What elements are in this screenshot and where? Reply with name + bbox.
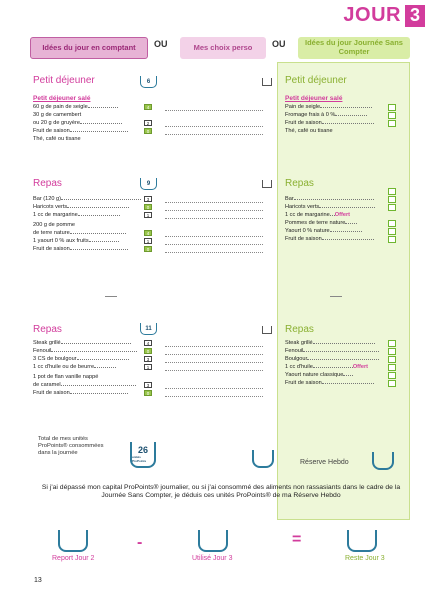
green-checkbox[interactable] [388,228,396,235]
reste-counter[interactable] [347,530,377,552]
section-title-repas: Repas [33,178,62,189]
list-item: Bar (120 g) [33,196,141,204]
list-item: Fenouil [33,348,137,356]
total-points-counter [130,442,156,468]
list-item: Haricots verts [285,204,375,212]
list-item: Fruit de saison [285,380,374,388]
checkbox[interactable] [262,78,272,86]
list-item: Fromage frais à 0 % [285,112,367,120]
tab-idees-comptant[interactable]: Idées du jour en comptant [30,37,148,59]
equals-sign: = [292,531,302,548]
green-checkbox[interactable] [388,196,396,203]
green-checkbox[interactable] [388,204,396,211]
menu-list [33,340,153,410]
report-label: Report Jour 2 [52,555,95,562]
offert-label: Offert [334,212,351,218]
green-sub-title: Petit déjeuner salé [285,95,343,102]
green-checkbox[interactable] [388,112,396,119]
list-item: 60 g de pain de seigle [33,104,118,112]
tab-mes-choix[interactable]: Mes choix perso [180,37,266,59]
list-item: Yaourt 0 % nature [285,228,362,236]
section-title-petit-dejeuner: Petit déjeuner [33,75,95,86]
list-item: Thé, café ou tisane [33,136,81,142]
total-value: 26 [137,445,148,455]
counter-value: 6 [146,78,151,85]
list-item: Haricots verts [33,204,129,212]
list-item: Steak grillé [285,340,375,348]
points-pill: 3 [144,356,152,362]
ou-label: OU [154,39,168,49]
list-item: Fruit de saison [33,390,128,398]
total-sub: unités ProPoints [132,455,147,463]
list-item: 1 cc de margarine [33,212,120,220]
green-menu-list [285,196,388,256]
list-item: Yaourt nature classique [285,372,353,380]
section-title-repas: Repas [33,324,62,335]
list-item: de terre nature [33,230,126,238]
reste-label: Reste Jour 3 [345,555,385,562]
counter-value: 9 [146,180,151,187]
points-pill: 1 [144,364,152,370]
points-pill: 2 [144,120,152,126]
list-item: Fruit de saison [285,236,374,244]
list-item: ou 20 g de gruyère [33,120,122,128]
tab-sans-compter[interactable]: Idées du jour Journée Sans Compter [298,37,410,59]
green-checkbox[interactable] [388,348,396,355]
list-item: Fruit de saison [33,128,128,136]
points-pill: 4 [144,230,152,236]
day-header [343,4,425,27]
points-pill: 1 [144,238,152,244]
list-item: Fruit de saison [285,120,374,128]
green-menu-list [285,340,388,400]
points-counter [140,76,157,88]
counter-value: 11 [145,325,152,332]
ou-label: OU [272,39,286,49]
utilise-label: Utilisé Jour 3 [192,555,233,562]
list-item: 3 CS de boulgour [33,356,129,364]
points-pill: 0 [144,204,152,210]
reserve-counter[interactable] [372,452,394,470]
list-item: Steak grillé [33,340,131,348]
green-checkbox[interactable] [388,364,396,371]
green-menu-list [285,104,385,144]
list-item: Fruit de saison [33,246,128,254]
reserve-label: Réserve Hebdo [300,459,349,466]
points-counter [140,178,157,190]
utilise-counter[interactable] [198,530,228,552]
menu-list [33,104,153,154]
list-item: 1 cc de margarine Offert [285,212,351,218]
green-checkbox[interactable] [388,120,396,127]
green-section-title: Repas [285,324,314,335]
list-item: 1 yaourt 0 % aux fruits [33,238,119,246]
list-item: Bar [285,196,374,204]
green-checkbox[interactable] [388,356,396,363]
green-checkbox[interactable] [388,104,396,111]
green-checkbox[interactable] [388,188,396,195]
points-pill: 3 [144,196,152,202]
green-section-title: Repas [285,178,314,189]
list-item: 1 pot de flan vanille nappé [33,374,99,380]
green-checkbox[interactable] [388,236,396,243]
list-item: 30 g de camembert [33,112,82,118]
points-pill: 4 [144,340,152,346]
list-item: de caramel [33,382,136,390]
page-number: 13 [34,577,42,584]
green-checkbox[interactable] [388,340,396,347]
points-pill: 0 [144,390,152,396]
points-pill: 3 [144,382,152,388]
day-label: JOUR [343,4,401,26]
points-pill: 0 [144,348,152,354]
checkbox[interactable] [262,180,272,188]
offert-label: Offert [352,364,369,370]
column-tabs [30,37,410,59]
checkbox[interactable] [262,326,272,334]
points-pill: 1 [144,212,152,218]
sub-title: Petit déjeuner salé [33,95,91,102]
info-text: Si j'ai dépassé mon capital ProPoints® journalier, ou si j'ai consommé des aliments non rassasiants dans le cadre de la Journée Sans Compter, je déduis ces unités ProPoints® de ma Réserve Hebdo [41,484,401,500]
list-item: 200 g de pomme [33,222,75,228]
points-counter [140,323,157,335]
green-checkbox[interactable] [388,220,396,227]
green-checkbox[interactable] [388,380,396,387]
green-section-title: Petit déjeuner [285,75,347,86]
points-pill: 0 [144,128,152,134]
list-item: 1 cc d'huile ou de beurre [33,364,116,372]
total-label: Total de mes unités ProPoints® consommées dans la journée [38,436,104,457]
points-pill: 4 [144,104,152,110]
list-item: 1 cc d'huile Offert [285,364,369,370]
list-item: Pain de seigle [285,104,372,112]
list-item: Fenouil [285,348,379,356]
list-item: Pommes de terre nature [285,220,357,228]
green-checkbox[interactable] [388,372,396,379]
report-counter[interactable] [58,530,88,552]
menu-list [33,196,153,266]
day-number: 3 [405,5,425,27]
points-pill: 0 [144,246,152,252]
empty-counter[interactable] [252,450,274,468]
list-item: Thé, café ou tisane [285,128,333,134]
list-item: Boulgour [285,356,379,364]
minus-sign: - [137,534,143,551]
